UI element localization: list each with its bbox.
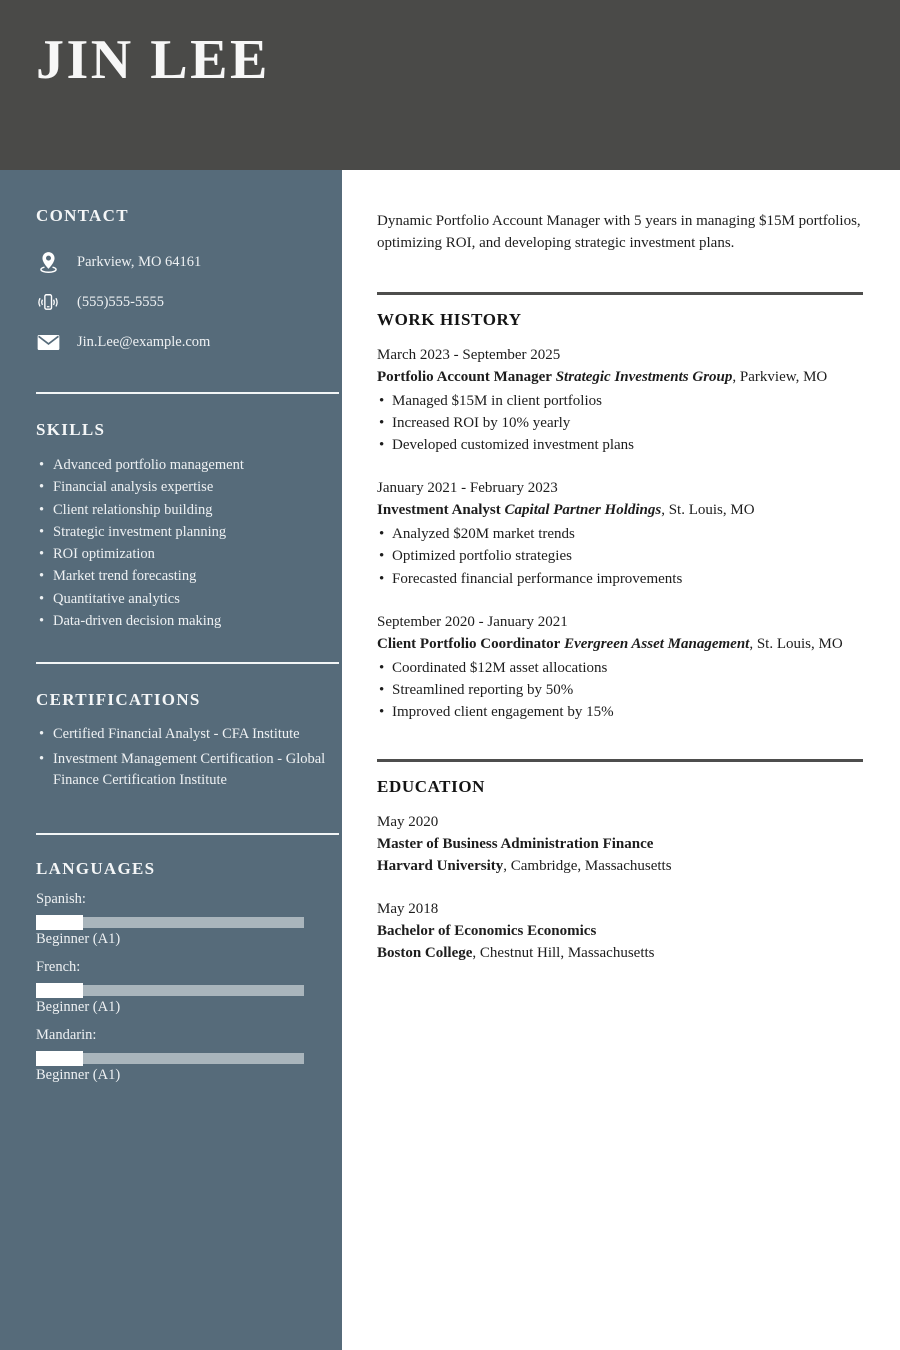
skill-item: • Quantitative analytics (38, 588, 332, 610)
sidebar (0, 170, 342, 1350)
person-name: JIN LEE (36, 29, 270, 91)
education-date: May 2020 (377, 813, 439, 830)
job-role: Portfolio Account Manager (377, 368, 552, 385)
job-entry (377, 345, 863, 457)
header-band (0, 0, 900, 170)
education-entry (377, 811, 863, 877)
language-name: Spanish: (36, 891, 86, 908)
certifications-heading: CERTIFICATIONS (36, 690, 201, 710)
main-divider (377, 292, 863, 295)
language-progress-bar (36, 917, 304, 928)
job-role: Client Portfolio Coordinator (377, 635, 561, 652)
skills-heading: SKILLS (36, 420, 106, 439)
job-dates: September 2020 - January 2021 (377, 613, 568, 630)
certification-item: • Investment Management Certification - Global Finance Certification Institute (38, 749, 332, 791)
contact-email-text: Jin.Lee@example.com (77, 333, 211, 350)
education-location: , Chestnut Hill, Massachusetts (472, 944, 655, 961)
language-name: French: (36, 959, 81, 976)
education-entry (377, 898, 863, 964)
education-school: Boston College (377, 944, 473, 961)
certifications-list (38, 724, 332, 791)
skill-item: • Strategic investment planning (38, 521, 332, 543)
job-bullet: • Improved client engagement by 15% (377, 701, 863, 723)
job-bullet: • Optimized portfolio strategies (377, 545, 863, 567)
job-location: , St. Louis, MO (661, 502, 755, 519)
job-bullets (377, 390, 863, 457)
job-title-line (377, 633, 863, 655)
language-level: Beginner (A1) (36, 1067, 121, 1084)
contact-heading: CONTACT (36, 206, 129, 225)
job-location: , St. Louis, MO (749, 635, 843, 652)
phone-icon (36, 291, 60, 314)
summary-text: Dynamic Portfolio Account Manager with 5 years in managing $15M portfolios, optimizing ROI, and developing strategic investment plans. (377, 213, 861, 251)
job-bullets (377, 657, 863, 724)
main-column (377, 170, 863, 964)
location-pin-icon (36, 250, 60, 275)
contact-rows (0, 242, 342, 362)
skill-item: • Market trend forecasting (38, 565, 332, 587)
sidebar-divider (36, 662, 339, 664)
contact-location-row (36, 242, 332, 282)
job-bullet: • Increased ROI by 10% yearly (377, 412, 863, 434)
contact-email-row (36, 322, 332, 362)
education-location: , Cambridge, Massachusetts (503, 857, 672, 874)
job-bullet: • Analyzed $20M market trends (377, 523, 863, 545)
job-company: Strategic Investments Group (555, 368, 733, 385)
job-role: Investment Analyst (377, 502, 501, 519)
education-degree: Bachelor of Economics Economics (377, 922, 597, 939)
skill-item: • Client relationship building (38, 499, 332, 521)
certifications-section (0, 690, 342, 791)
language-level: Beginner (A1) (36, 999, 121, 1016)
languages-heading: LANGUAGES (36, 859, 156, 879)
job-title-line (377, 499, 863, 521)
language-progress-bar (36, 1053, 304, 1064)
contact-phone-row (36, 282, 332, 322)
email-icon (36, 334, 60, 351)
language-name: Mandarin: (36, 1027, 97, 1044)
language-progress-fill (36, 1051, 83, 1066)
certification-item: • Certified Financial Analyst - CFA Institute (38, 724, 332, 745)
contact-section (0, 206, 342, 362)
language-level: Beginner (A1) (36, 931, 121, 948)
education-heading: EDUCATION (377, 776, 486, 796)
job-company: Capital Partner Holdings (504, 502, 662, 519)
job-dates: January 2021 - February 2023 (377, 480, 558, 497)
job-bullets (377, 523, 863, 590)
job-bullet: • Developed customized investment plans (377, 434, 863, 456)
education-date: May 2018 (377, 900, 439, 917)
main-divider (377, 759, 863, 762)
education-school-line (377, 855, 863, 877)
languages-list (36, 891, 342, 1084)
language-item (36, 959, 342, 1016)
contact-location-text: Parkview, MO 64161 (77, 253, 202, 270)
job-bullet: • Coordinated $12M asset allocations (377, 657, 863, 679)
education-school: Harvard University (377, 857, 504, 874)
language-progress-fill (36, 983, 83, 998)
language-item (36, 1027, 342, 1084)
education-degree: Master of Business Administration Finance (377, 835, 654, 852)
language-item (36, 891, 342, 948)
languages-section (0, 859, 342, 1084)
contact-phone-text: (555)555-5555 (77, 293, 164, 310)
job-company: Evergreen Asset Management (564, 635, 750, 652)
language-progress-bar (36, 985, 304, 996)
job-bullet: • Forecasted financial performance improvements (377, 568, 863, 590)
skill-item: • Advanced portfolio management (38, 454, 332, 476)
job-dates: March 2023 - September 2025 (377, 346, 561, 363)
skill-item: • Financial analysis expertise (38, 476, 332, 498)
job-location: , Parkview, MO (732, 368, 828, 385)
language-progress-fill (36, 915, 83, 930)
sidebar-divider (36, 392, 339, 394)
work-history-heading: WORK HISTORY (377, 309, 522, 329)
job-bullet: • Streamlined reporting by 50% (377, 679, 863, 701)
skill-item: • ROI optimization (38, 543, 332, 565)
job-entry (377, 478, 863, 590)
skills-list (38, 454, 332, 632)
job-bullet: • Managed $15M in client portfolios (377, 390, 863, 412)
job-entry (377, 612, 863, 724)
education-school-line (377, 942, 863, 964)
skills-section (0, 420, 342, 632)
skill-item: • Data-driven decision making (38, 610, 332, 632)
sidebar-divider (36, 833, 339, 835)
job-title-line (377, 366, 863, 388)
